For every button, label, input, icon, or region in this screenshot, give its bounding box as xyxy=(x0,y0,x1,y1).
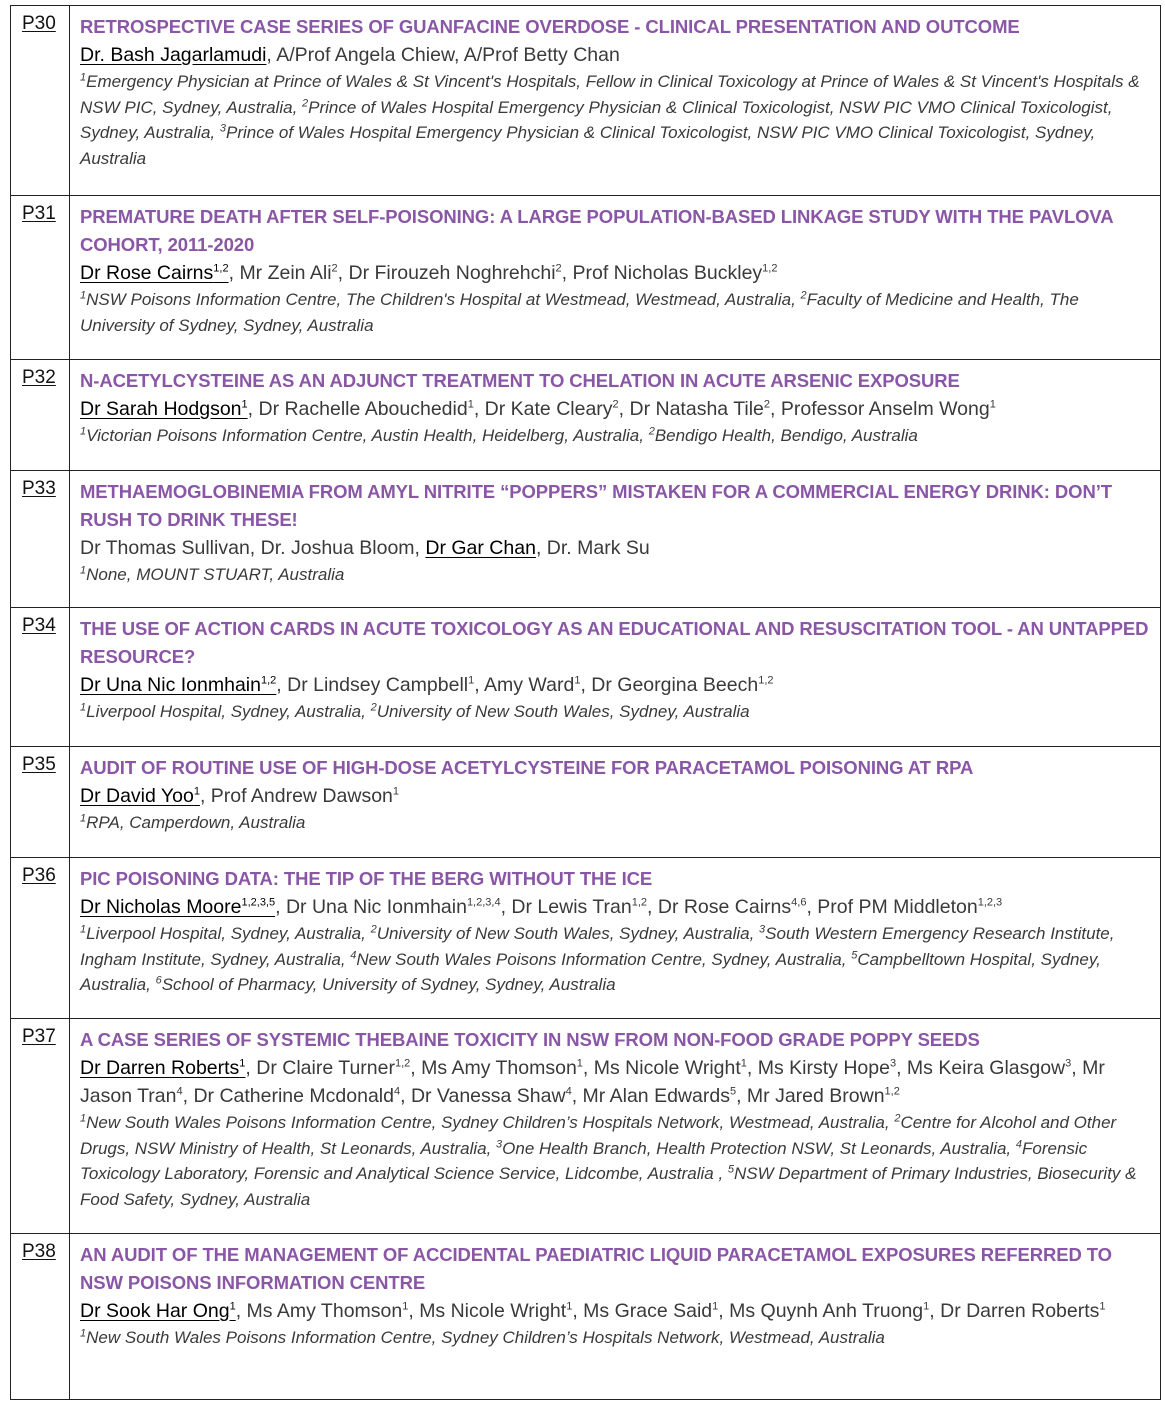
affiliation-marker: 2 xyxy=(648,425,655,438)
presenting-author xyxy=(80,785,200,807)
author-affiliation-marker: 1,2 xyxy=(884,1085,900,1098)
affiliation-marker: 6 xyxy=(155,974,162,987)
author-name: Dr Claire Turner xyxy=(256,1057,395,1079)
author xyxy=(419,1300,572,1322)
affiliation-marker: 1 xyxy=(80,564,87,577)
abstract-authors: Dr Rose Cairns$^{1,2}$, Mr Zein Ali$^2$, Dr Firouzeh Noghrehchi$^2$, Prof Nicholas Buckley$^{1,2}$ xyxy=(80,262,778,284)
affiliation-text: None, MOUNT STUART, Australia xyxy=(86,565,345,584)
affiliation-marker: 4 xyxy=(350,948,357,961)
presenting-author xyxy=(425,537,536,559)
author-name: Dr. Mark Su xyxy=(546,537,650,559)
presenting-author xyxy=(80,398,248,420)
affiliation-text: South Western Emergency Research Institute, Ingham Institute, Sydney, Australia xyxy=(80,924,1115,969)
author xyxy=(247,1300,409,1322)
abstract-code: P31 xyxy=(22,203,56,224)
author-name: Ms Quynh Anh Truong xyxy=(729,1300,924,1322)
abstract-code: P33 xyxy=(22,478,56,499)
author xyxy=(484,674,580,696)
author-affiliation-marker: 1 xyxy=(989,398,996,411)
abstract-code-cell xyxy=(11,471,70,608)
author-name: Dr Firouzeh Noghrehchi xyxy=(348,262,556,284)
abstract-code: P35 xyxy=(22,754,56,775)
author xyxy=(747,1085,900,1107)
abstract-authors: Dr Sarah Hodgson$^1$, Dr Rachelle Abouchedid$^1$, Dr Kate Cleary$^2$, Dr Natasha Tile$^2$, Professor Anselm Wong$^1$ xyxy=(80,398,996,420)
author-affiliation-marker: 4 xyxy=(393,1085,401,1098)
abstract-affiliations: $^1$Victorian Poisons Information Centre, Austin Health, Heidelberg, Australia, $^2$Bendigo Health, Bendigo, Australia xyxy=(80,425,918,445)
affiliation-marker: 1 xyxy=(80,701,87,714)
affiliation-text: Campbelltown Hospital, Sydney, Australia xyxy=(80,949,1101,994)
abstract-code-cell xyxy=(11,1019,70,1234)
author xyxy=(781,398,996,420)
presenting-author xyxy=(80,674,276,696)
abstract-row xyxy=(11,1019,1161,1234)
abstract-affiliations: $^1$Liverpool Hospital, Sydney, Australia, $^2$University of New South Wales, Sydney, Australia, $^3$South Western Emergency Research Institute, Ingham Institute, Sydney, Australia, $^4$New South Wales Poisons Information Centre, Sydney, Australia, $^5$Campbelltown Hospital, Sydney, Australia, $^6$School of Pharmacy, University of Sydney, Sydney, Australia xyxy=(80,923,1115,994)
author xyxy=(547,537,650,559)
author-name: Ms Amy Thomson xyxy=(246,1300,403,1322)
author-name: Dr Lewis Tran xyxy=(511,896,632,918)
abstract-affiliations: $^1$Emergency Physician at Prince of Wales & St Vincent's Hospitals, Fellow in Clinical Toxicology at Prince of Wales & St Vincent's Hospitals & NSW PIC, Sydney, Australia, $^2$Prince of Wales Hospital Emergency Physician & Clinical Toxicologist, NSW PIC VMO Clinical Toxicologist, Sydney, Australia, $^3$Prince of Wales Hospital Emergency Physician & Clinical Toxicologist, NSW PIC VMO Clinical Toxicologist, Sydney, Australia xyxy=(80,71,1140,168)
affiliation-text: University of New South Wales, Sydney, Australia xyxy=(376,702,750,721)
author-name: Dr. Joshua Bloom xyxy=(260,537,415,559)
affiliation-text: University of New South Wales, Sydney, Australia xyxy=(376,924,750,943)
affiliation-marker: 1 xyxy=(80,425,87,438)
author-name: Dr Darren Roberts xyxy=(940,1300,1100,1322)
abstract-title: RETROSPECTIVE CASE SERIES OF GUANFACINE OVERDOSE - CLINICAL PRESENTATION AND OUTCOME xyxy=(80,16,1020,37)
abstract-title: A CASE SERIES OF SYSTEMIC THEBAINE TOXICITY IN NSW FROM NON-FOOD GRADE POPPY SEEDS xyxy=(80,1029,980,1050)
abstract-authors: Dr Una Nic Ionmhain$^{1,2}$, Dr Lindsey Campbell$^1$, Amy Ward$^1$, Dr Georgina Beech$^{1,2}$ xyxy=(80,674,774,696)
author-name: Dr Lindsey Campbell xyxy=(287,674,469,696)
abstracts-table xyxy=(10,5,1161,1400)
author-affiliation-marker: 1,2 xyxy=(394,1057,411,1070)
abstract-content-cell xyxy=(70,471,1161,608)
author-affiliation-marker: 5 xyxy=(729,1085,737,1098)
author-affiliation-marker: 1 xyxy=(229,1300,236,1313)
abstract-row xyxy=(11,360,1161,471)
author-affiliation-marker: 1 xyxy=(193,785,200,798)
abstract-content-cell xyxy=(70,608,1161,747)
author-name: Dr Kate Cleary xyxy=(484,398,613,420)
author-name: Ms Nicole Wright xyxy=(419,1300,567,1322)
abstract-title: AN AUDIT OF THE MANAGEMENT OF ACCIDENTAL PAEDIATRIC LIQUID PARACETAMOL EXPOSURES REFERRED TO NSW POISONS INFORMATION CENTRE xyxy=(80,1244,1112,1293)
author-name: Dr Nicholas Moore xyxy=(80,896,242,918)
abstract-row xyxy=(11,858,1161,1019)
author-affiliation-marker: 3 xyxy=(889,1057,897,1070)
abstract-row xyxy=(11,196,1161,360)
author-name: Dr Catherine Mcdonald xyxy=(193,1085,394,1107)
author-name: Dr Una Nic Ionmhain xyxy=(80,674,261,696)
author-name: Mr Zein Ali xyxy=(239,262,332,284)
author xyxy=(485,398,619,420)
affiliation-text: Victorian Poisons Information Centre, Austin Health, Heidelberg, Australia xyxy=(86,426,640,445)
abstract-row xyxy=(11,608,1161,747)
affiliation-text: Liverpool Hospital, Sydney, Australia xyxy=(86,924,362,943)
author-affiliation-marker: 1,2 xyxy=(758,674,774,687)
author xyxy=(940,1300,1105,1322)
author-affiliation-marker: 1,2,3 xyxy=(977,896,1003,909)
author xyxy=(630,398,771,420)
abstract-row xyxy=(11,6,1161,196)
abstract-code: P34 xyxy=(22,615,56,636)
abstract-code-cell xyxy=(11,6,70,196)
author-name: Dr David Yoo xyxy=(80,785,194,807)
author-name: Dr Darren Roberts xyxy=(80,1057,240,1079)
affiliation-marker: 3 xyxy=(759,923,766,936)
abstract-code: P37 xyxy=(22,1026,56,1047)
abstract-code-cell xyxy=(11,747,70,858)
author-affiliation-marker: 1,2 xyxy=(213,262,229,275)
author xyxy=(261,537,415,559)
affiliation-text: NSW Poisons Information Centre, The Children's Hospital at Westmead, Westmead, Australia xyxy=(86,290,792,309)
presenting-author xyxy=(80,1300,236,1322)
abstracts-table-body xyxy=(11,6,1161,1400)
author xyxy=(258,398,473,420)
affiliation-text: NSW Department of Primary Industries, Biosecurity & Food Safety, Sydney, Australia xyxy=(80,1164,1137,1209)
author xyxy=(193,1085,400,1107)
author-name: A/Prof Angela Chiew xyxy=(276,44,454,66)
abstract-content-cell xyxy=(70,360,1161,471)
author-name: Dr Natasha Tile xyxy=(629,398,764,420)
author xyxy=(594,1057,747,1079)
author-affiliation-marker: 2 xyxy=(555,262,562,275)
author xyxy=(583,1300,718,1322)
author-affiliation-marker: 1,2,3,4 xyxy=(466,896,501,909)
author-name: Prof Andrew Dawson xyxy=(210,785,393,807)
affiliation-marker: 1 xyxy=(80,1112,87,1125)
author-name: Mr Jared Brown xyxy=(746,1085,885,1107)
abstract-affiliations: $^1$NSW Poisons Information Centre, The Children's Hospital at Westmead, Westmead, Australia, $^2$Faculty of Medicine and Health, The University of Sydney, Sydney, Australia xyxy=(80,289,1079,335)
abstract-code: P32 xyxy=(22,367,56,388)
author-affiliation-marker: 1,2 xyxy=(762,262,778,275)
abstract-row xyxy=(11,747,1161,858)
author-affiliation-marker: 1 xyxy=(241,398,248,411)
affiliation-marker: 2 xyxy=(370,701,377,714)
affiliation-marker: 3 xyxy=(496,1137,503,1150)
abstract-content-cell xyxy=(70,1019,1161,1234)
affiliation-text: Forensic Toxicology Laboratory, Forensic and Analytical Science Service, Lidcombe, Australia xyxy=(80,1138,1088,1183)
affiliation-marker: 1 xyxy=(80,289,87,302)
abstract-content-cell xyxy=(70,747,1161,858)
author-affiliation-marker: 1 xyxy=(574,674,581,687)
author xyxy=(907,1057,1071,1079)
affiliation-marker: 2 xyxy=(894,1112,901,1125)
affiliation-text: Bendigo Health, Bendigo, Australia xyxy=(654,426,918,445)
affiliation-marker: 1 xyxy=(80,923,87,936)
abstract-affiliations xyxy=(80,562,1150,588)
abstract-code-cell xyxy=(11,858,70,1019)
author-name: Amy Ward xyxy=(484,674,575,696)
affiliation-text: One Health Branch, Health Protection NSW, St Leonards, Australia xyxy=(502,1138,1007,1158)
author-affiliation-marker: 3 xyxy=(1065,1057,1072,1070)
author-affiliation-marker: 4 xyxy=(565,1085,572,1098)
abstract-content-cell xyxy=(70,1234,1161,1400)
author xyxy=(817,896,1002,918)
affiliation-marker: 2 xyxy=(302,96,309,109)
author-affiliation-marker: 4 xyxy=(176,1085,183,1098)
author xyxy=(758,1057,896,1079)
affiliation-marker: 5 xyxy=(727,1163,735,1176)
author xyxy=(464,44,620,66)
abstract-authors: Dr Sook Har Ong$^1$, Ms Amy Thomson$^1$, Ms Nicole Wright$^1$, Ms Grace Said$^1$, Ms Quynh Anh Truong$^1$, Dr Darren Roberts$^1$ xyxy=(80,1300,1106,1322)
author-name: Mr Alan Edwards xyxy=(582,1085,730,1107)
affiliation-marker: 3 xyxy=(219,122,226,135)
author-name: Dr Una Nic Ionmhain xyxy=(285,896,467,918)
abstract-authors: Dr David Yoo$^1$, Prof Andrew Dawson$^1$ xyxy=(80,785,400,807)
author-name: Mr Jason Tran xyxy=(80,1057,1105,1107)
author-name: Dr Thomas Sullivan xyxy=(80,537,250,559)
presenting-author xyxy=(80,896,275,918)
abstract-row xyxy=(11,471,1161,608)
author-name: Ms Nicole Wright xyxy=(593,1057,741,1079)
author-name: Dr Georgina Beech xyxy=(591,674,759,696)
author xyxy=(286,896,501,918)
author-affiliation-marker: 1 xyxy=(392,785,400,798)
author-name: Prof Nicholas Buckley xyxy=(572,262,763,284)
author-name: Dr Rose Cairns xyxy=(80,262,214,284)
affiliation-text: Emergency Physician at Prince of Wales & St Vincent's Hospitals, Fellow in Clinical Toxicology at Prince of Wales & St Vincent's Hospitals & NSW PIC, Sydney, Australia xyxy=(80,72,1140,117)
author-affiliation-marker: 1 xyxy=(468,674,475,687)
author xyxy=(276,44,454,66)
affiliation-marker: 1 xyxy=(80,71,87,84)
affiliation-text: Liverpool Hospital, Sydney, Australia xyxy=(86,702,362,721)
affiliation-marker: 2 xyxy=(370,923,377,936)
abstract-title: THE USE OF ACTION CARDS IN ACUTE TOXICOLOGY AS AN EDUCATIONAL AND RESUSCITATION TOOL - AN UNTAPPED RESOURCE? xyxy=(80,618,1149,667)
author xyxy=(591,674,773,696)
affiliation-text: School of Pharmacy, University of Sydney, Sydney, Australia xyxy=(161,975,616,994)
author-affiliation-marker: 1 xyxy=(740,1057,747,1070)
author xyxy=(411,1085,572,1107)
author-name: Ms Keira Glasgow xyxy=(906,1057,1066,1079)
abstract-code-cell xyxy=(11,608,70,747)
author-name: Professor Anselm Wong xyxy=(780,398,990,420)
abstract-authors: Dr Nicholas Moore$^{1,2,3,5}$, Dr Una Nic Ionmhain$^{1,2,3,4}$, Dr Lewis Tran$^{1,2}$, Dr Rose Cairns$^{4,6}$, Prof PM Middleton$^{1,2,3}$ xyxy=(80,896,1003,918)
affiliation-text: Faculty of Medicine and Health, The University of Sydney, Sydney, Australia xyxy=(80,290,1079,335)
affiliation-marker: 1 xyxy=(80,1327,87,1340)
abstract-title: AUDIT OF ROUTINE USE OF HIGH-DOSE ACETYLCYSTEINE FOR PARACETAMOL POISONING AT RPA xyxy=(80,757,974,778)
abstract-row xyxy=(11,1234,1161,1400)
author-affiliation-marker: 1 xyxy=(712,1300,719,1313)
author-affiliation-marker: 1,2 xyxy=(260,674,277,687)
abstract-affiliations xyxy=(80,810,1150,836)
abstract-title: METHAEMOGLOBINEMIA FROM AMYL NITRITE “POPPERS” MISTAKEN FOR A COMMERCIAL ENERGY DRINK: DON’T RUSH TO DRINK THESE! xyxy=(80,481,1112,530)
author-name: Prof PM Middleton xyxy=(817,896,978,918)
author xyxy=(583,1085,737,1107)
author xyxy=(239,262,337,284)
affiliation-text: Prince of Wales Hospital Emergency Physician & Clinical Toxicologist, NSW PIC VMO Clinical Toxicologist, Sydney, Australia xyxy=(80,123,1096,168)
author-name: Dr Gar Chan xyxy=(425,537,536,559)
abstract-authors: Dr. Bash Jagarlamudi, A/Prof Angela Chiew, A/Prof Betty Chan xyxy=(80,44,620,66)
author xyxy=(658,896,807,918)
abstract-code-cell xyxy=(11,1234,70,1400)
author-affiliation-marker: 1,2,3,5 xyxy=(241,896,276,909)
abstract-affiliations xyxy=(80,1325,1150,1351)
author-name: Ms Grace Said xyxy=(583,1300,713,1322)
author-name: Ms Amy Thomson xyxy=(421,1057,577,1079)
affiliation-marker: 4 xyxy=(1015,1137,1022,1150)
abstract-title: PREMATURE DEATH AFTER SELF-POISONING: A LARGE POPULATION-BASED LINKAGE STUDY WITH THE PAVLOVA COHORT, 2011-2020 xyxy=(80,206,1113,255)
author xyxy=(511,896,647,918)
affiliation-marker: 1 xyxy=(80,812,87,825)
abstract-authors: Dr Thomas Sullivan, Dr. Joshua Bloom, Dr Gar Chan, Dr. Mark Su xyxy=(80,537,650,559)
author-affiliation-marker: 4,6 xyxy=(791,896,807,909)
author-affiliation-marker: 1,2 xyxy=(631,896,648,909)
abstract-title: PIC POISONING DATA: THE TIP OF THE BERG WITHOUT THE ICE xyxy=(80,868,653,889)
abstract-affiliations: $^1$New South Wales Poisons Information Centre, Sydney Children’s Hospitals Network, Westmead, Australia, $^2$Centre for Alcohol and Other Drugs, NSW Ministry of Health, St Leonards, Australia, $^3$One Health Branch, Health Protection NSW, St Leonards, Australia, $^4$Forensic Toxicology Laboratory, Forensic and Analytical Science Service, Lidcombe, Australia , $^5$NSW Department of Primary Industries, Biosecurity & Food Safety, Sydney, Australia xyxy=(80,1112,1137,1209)
abstract-code: P30 xyxy=(22,13,56,34)
author-name: Dr Rachelle Abouchedid xyxy=(258,398,468,420)
abstract-code: P36 xyxy=(22,865,56,886)
author-affiliation-marker: 1 xyxy=(402,1300,409,1313)
author-name: Dr. Bash Jagarlamudi xyxy=(80,44,267,66)
author-affiliation-marker: 1 xyxy=(1099,1300,1106,1313)
abstract-code-cell xyxy=(11,196,70,360)
abstract-content-cell xyxy=(70,858,1161,1019)
affiliation-text: New South Wales Poisons Information Centre, Sydney, Australia xyxy=(356,949,842,969)
affiliation-text: Prince of Wales Hospital Emergency Physician & Clinical Toxicologist, NSW PIC VMO Clinical Toxicologist, Sydney, Australia xyxy=(80,97,1113,142)
affiliation-text: New South Wales Poisons Information Centre, Sydney Children’s Hospitals Network, Westmead, Australia xyxy=(86,1113,885,1132)
author xyxy=(256,1057,410,1079)
author-name: Dr Rose Cairns xyxy=(657,896,792,918)
affiliation-text: RPA, Camperdown, Australia xyxy=(86,813,306,832)
author xyxy=(349,262,562,284)
affiliation-text: New South Wales Poisons Information Centre, Sydney Children’s Hospitals Network, Westmead, Australia xyxy=(86,1328,885,1347)
affiliation-text: Centre for Alcohol and Other Drugs, NSW Ministry of Health, St Leonards, Australia xyxy=(80,1113,1117,1158)
author xyxy=(80,537,250,559)
affiliation-marker: 5 xyxy=(851,948,858,961)
author-affiliation-marker: 1 xyxy=(923,1300,930,1313)
author-affiliation-marker: 1 xyxy=(467,398,474,411)
author-name: Dr Sook Har Ong xyxy=(80,1300,230,1322)
presenting-author xyxy=(80,44,266,66)
presenting-author xyxy=(80,1057,245,1079)
author xyxy=(421,1057,583,1079)
author xyxy=(729,1300,929,1322)
author-name: Ms Kirsty Hope xyxy=(757,1057,890,1079)
abstract-content-cell xyxy=(70,196,1161,360)
author-affiliation-marker: 2 xyxy=(612,398,619,411)
author-name: Dr Vanessa Shaw xyxy=(410,1085,566,1107)
author-affiliation-marker: 1 xyxy=(239,1057,246,1070)
author-affiliation-marker: 2 xyxy=(331,262,338,275)
author xyxy=(211,785,399,807)
presenting-author xyxy=(80,262,229,284)
abstract-affiliations: $^1$Liverpool Hospital, Sydney, Australia, $^2$University of New South Wales, Sydney, Australia xyxy=(80,701,750,721)
affiliation-marker: 2 xyxy=(800,289,807,302)
abstract-authors: Dr Darren Roberts$^1$, Dr Claire Turner$^{1,2}$, Ms Amy Thomson$^1$, Ms Nicole Wright$^1$, Ms Kirsty Hope$^3$, Ms Keira Glasgow$^3$, Mr Jason Tran$^4$, Dr Catherine Mcdonald$^4$, Dr Vanessa Shaw$^4$, Mr Alan Edwards$^5$, Mr Jared Brown$^{1,2}$ xyxy=(80,1057,1105,1107)
author-name: A/Prof Betty Chan xyxy=(463,44,620,66)
author-name: Dr Sarah Hodgson xyxy=(80,398,242,420)
author xyxy=(573,262,778,284)
abstract-title: N-ACETYLCYSTEINE AS AN ADJUNCT TREATMENT TO CHELATION IN ACUTE ARSENIC EXPOSURE xyxy=(80,370,960,391)
author-affiliation-marker: 1 xyxy=(566,1300,573,1313)
abstract-code-cell xyxy=(11,360,70,471)
author-affiliation-marker: 2 xyxy=(763,398,771,411)
author-affiliation-marker: 1 xyxy=(576,1057,583,1070)
author xyxy=(287,674,474,696)
abstract-code: P38 xyxy=(22,1241,56,1262)
abstract-content-cell xyxy=(70,6,1161,196)
